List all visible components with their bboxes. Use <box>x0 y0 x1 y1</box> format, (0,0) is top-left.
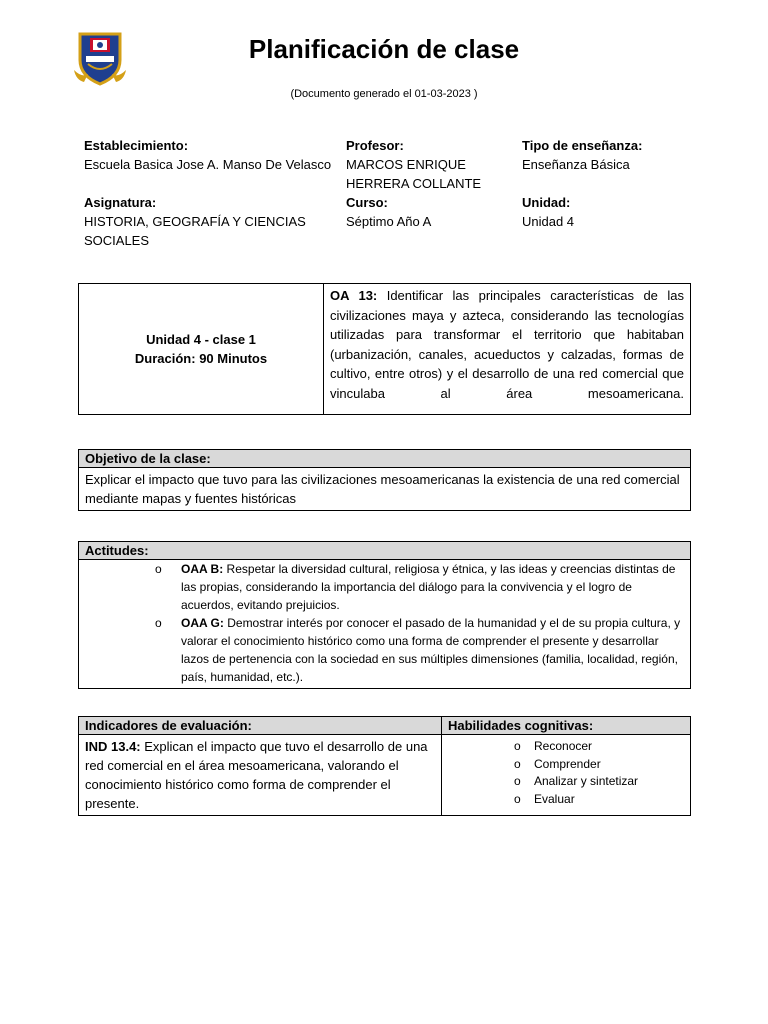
objetivo-header: Objetivo de la clase: <box>79 450 691 468</box>
indicador-text: Explican el impacto que tuvo el desarrollo de una red comercial en el área mesoamericana, valorando el conocimiento histórico como forma de comprender el presente. <box>85 739 428 811</box>
oa-text: Identificar las principales características de las civilizaciones maya y azteca, considerando las tecnologías utilizadas para transformar el territorio que habitaban (urbanización, canales, acueductos y calzadas, formas de cultivo, entre otros) y el desarrollo de una red comercial que vinculaba al área mesoamericana. <box>330 288 684 401</box>
actitud-text: Respetar la diversidad cultural, religiosa y étnica, y las ideas y creencias distintas de las propias, considerando la importancia del diálogo para la convivencia y el logro de acuerdos, evitando prejuicios. <box>181 562 676 612</box>
profesor-value-line1: MARCOS ENRIQUE <box>346 157 466 172</box>
actitud-code: OAA B: <box>181 562 224 576</box>
asignatura-value-line2: SOCIALES <box>84 233 150 248</box>
indicador-cell <box>79 735 442 816</box>
habilidad-item <box>478 773 690 791</box>
unit-cell <box>79 284 324 415</box>
info-asignatura <box>84 193 306 250</box>
unit-line: Unidad 4 - clase 1 <box>146 331 256 347</box>
actitud-text: Demostrar interés por conocer el pasado de la humanidad y el de su propia cultura, y valorar el conocimiento histórico como una forma de comprender el presente y desarrollar lazos de pertenencia con la sociedad en sus múltiples dimensiones (familia, localidad, región, país, humanidad, etc.). <box>181 616 681 684</box>
actitud-item-b <box>85 560 684 614</box>
curso-label: Curso: <box>346 195 388 210</box>
info-unidad <box>522 193 574 231</box>
asignatura-value-line1: HISTORIA, GEOGRAFÍA Y CIENCIAS <box>84 214 306 229</box>
habilidades-list <box>442 735 691 816</box>
profesor-value-line2: HERRERA COLLANTE <box>346 176 482 191</box>
tipo-value: Enseñanza Básica <box>522 157 630 172</box>
duration-line: Duración: 90 Minutos <box>134 351 268 366</box>
oa-code: OA 13: <box>330 288 378 303</box>
habilidad-label: Analizar y sintetizar <box>534 774 639 788</box>
bullet-icon: o <box>514 774 521 788</box>
info-tipo <box>522 136 642 174</box>
objetivo-text: Explicar el impacto que tuvo para las civilizaciones mesoamericanas la existencia de una red comercial mediante mapas y fuentes históricas <box>79 468 691 511</box>
establecimiento-value: Escuela Basica Jose A. Manso De Velasco <box>84 157 332 172</box>
evaluacion-table <box>78 716 691 816</box>
habilidad-label: Comprender <box>534 756 601 771</box>
habilidad-item <box>478 738 690 756</box>
actitud-code: OAA G: <box>181 616 224 630</box>
profesor-label: Profesor: <box>346 138 404 153</box>
page-title: Planificación de clase <box>248 34 520 64</box>
unit-oa-table <box>78 283 691 415</box>
info-establecimiento <box>84 136 331 174</box>
habilidad-item <box>478 756 690 774</box>
bullet-icon: o <box>514 756 521 771</box>
asignatura-label: Asignatura: <box>84 195 157 210</box>
objetivo-table <box>78 449 691 511</box>
establecimiento-label: Establecimiento: <box>84 138 189 153</box>
bullet-icon: o <box>514 739 521 753</box>
bullet-icon: o <box>155 562 162 576</box>
tipo-label: Tipo de enseñanza: <box>522 138 643 153</box>
indicador-code: IND 13.4: <box>85 739 141 754</box>
generated-date: (Documento generado el 01-03-2023 ) <box>290 88 478 100</box>
actitudes-header: Actitudes: <box>79 542 691 560</box>
indicadores-header: Indicadores de evaluación: <box>79 717 442 735</box>
oa-cell <box>324 284 691 415</box>
bullet-icon: o <box>514 791 521 806</box>
curso-value: Séptimo Año A <box>346 214 432 229</box>
unidad-value: Unidad 4 <box>522 214 575 229</box>
actitudes-table <box>78 541 691 689</box>
habilidades-header: Habilidades cognitivas: <box>442 717 691 735</box>
unidad-label: Unidad: <box>522 195 571 210</box>
habilidad-label: Evaluar <box>534 791 575 806</box>
habilidad-item <box>478 791 690 809</box>
info-curso <box>346 193 431 231</box>
bullet-icon: o <box>155 616 162 630</box>
habilidad-label: Reconocer <box>534 739 593 753</box>
actitudes-list <box>79 560 691 689</box>
actitud-item-g <box>85 614 684 686</box>
info-profesor <box>346 136 481 193</box>
